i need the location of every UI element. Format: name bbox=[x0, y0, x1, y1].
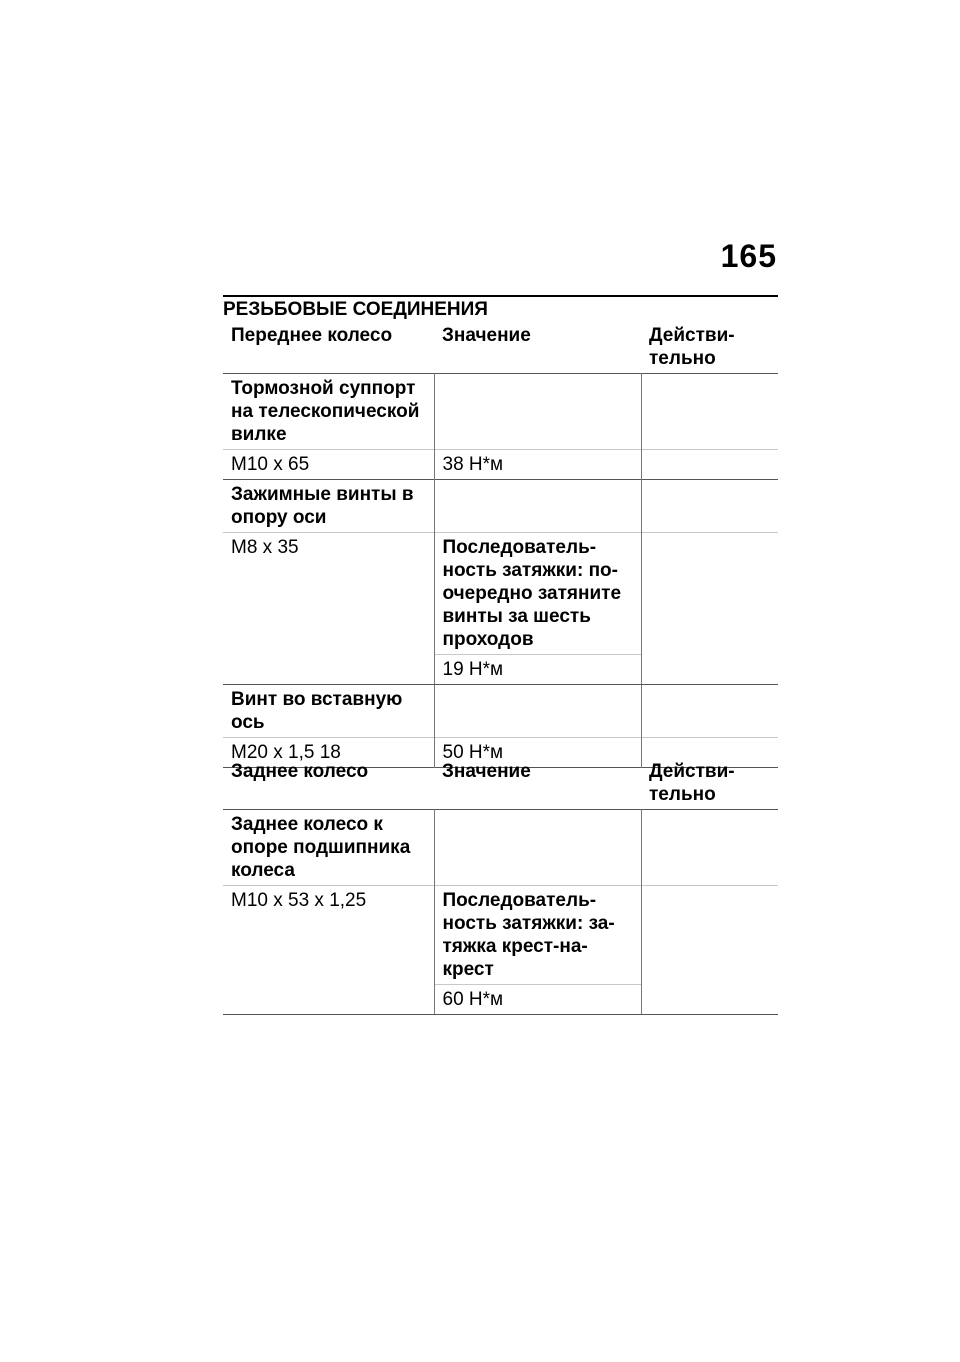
note-cell: Последователь-ность затяжки: по-очередно затяните винты за шесть проходов bbox=[434, 533, 641, 655]
note-cell: Последователь-ность затяжки: за-тяжка крест-на-крест bbox=[434, 886, 641, 985]
value-cell: 60 Н*м bbox=[434, 985, 641, 1015]
header-component: Заднее колесо bbox=[231, 761, 369, 782]
table-header-row bbox=[223, 757, 778, 810]
group-title: Тормозной суппорт на телескопической вилке bbox=[231, 378, 420, 445]
spec-cell: M8 x 35 bbox=[223, 533, 434, 685]
front-wheel-torque-table bbox=[223, 321, 778, 768]
group-row bbox=[223, 374, 778, 450]
table-row bbox=[223, 533, 778, 655]
table-header-row bbox=[223, 321, 778, 374]
header-valid: Действи-тельно bbox=[649, 761, 735, 805]
spec-cell: M20 x 1,5 18 bbox=[231, 742, 341, 763]
table-row bbox=[223, 450, 778, 480]
valid-cell bbox=[641, 533, 778, 685]
valid-cell bbox=[641, 886, 778, 1015]
group-title: Зажимные винты в опору оси bbox=[231, 484, 414, 528]
spec-cell: M10 x 65 bbox=[231, 454, 310, 475]
page-number: 165 bbox=[720, 238, 777, 274]
valid-cell bbox=[641, 450, 778, 480]
spec-cell: M10 x 53 x 1,25 bbox=[223, 886, 434, 1015]
group-row bbox=[223, 480, 778, 533]
header-value: Значение bbox=[442, 325, 531, 346]
section-title: РЕЗЬБОВЫЕ СОЕДИНЕНИЯ bbox=[223, 295, 778, 321]
value-cell: 38 Н*м bbox=[434, 450, 641, 480]
group-row bbox=[223, 810, 778, 886]
header-value: Значение bbox=[442, 761, 531, 782]
header-valid: Действи-тельно bbox=[649, 325, 735, 369]
header-component: Переднее колесо bbox=[231, 325, 393, 346]
value-cell: 19 Н*м bbox=[434, 655, 641, 685]
group-title: Винт во вставную ось bbox=[231, 689, 403, 733]
group-row bbox=[223, 685, 778, 738]
rear-wheel-torque-table bbox=[223, 757, 778, 1015]
table-row bbox=[223, 886, 778, 985]
value-cell: 50 Н*м bbox=[434, 738, 641, 768]
group-title: Заднее колесо к опоре подшипника колеса bbox=[231, 814, 411, 881]
